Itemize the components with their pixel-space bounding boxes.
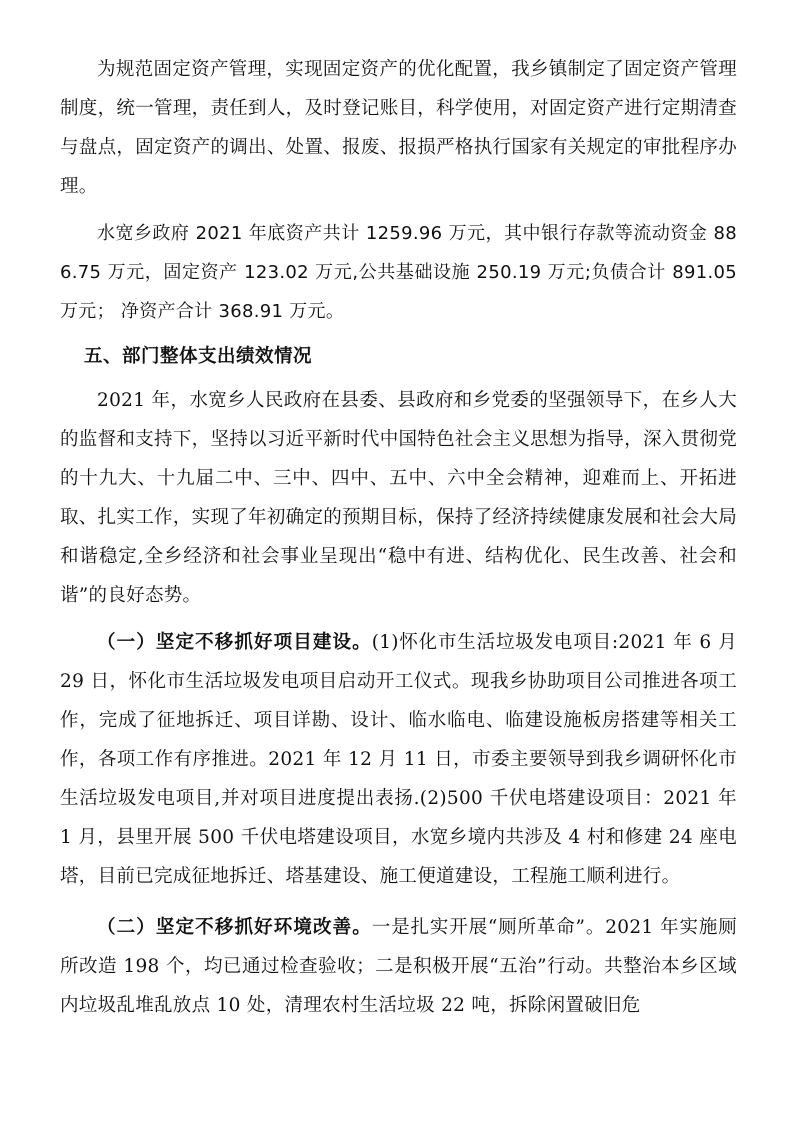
paragraph-environment-body: 一是扎实开展“厕所革命”。2021 年实施厕所改造 198 个，均已通过检查验收；二是积极开展“五治”行动。共整治本乡区域内垃圾乱堆乱放点 10 处，清理农村生活垃圾 22 吨，拆除闲置破旧危 (60, 917, 737, 1016)
section-heading-5: 五、部门整体支出绩效情况 (84, 346, 313, 367)
paragraph-project-construction (60, 623, 737, 896)
paragraph-overview-2021: 2021 年，水宽乡人民政府在县委、县政府和乡党委的坚强领导下，在乡人大的监督和支持下，坚持以习近平新时代中国特色社会主义思想为指导，深入贯彻党的十九大、十九届二中、三中、四中、五中、六中全会精神，迎难而上、开拓进取、扎实工作，实现了年初确定的预期目标，保持了经济持续健康发展和社会大局和谐稳定,全乡经济和社会事业呈现出“稳中有进、结构优化、民生改善、社会和谐”的良好态势。 (60, 390, 737, 606)
paragraph-fixed-assets: 为规范固定资产管理，实现固定资产的优化配置，我乡镇制定了固定资产管理制度，统一管理，责任到人，及时登记账目，科学使用，对固定资产进行定期清查与盘点，固定资产的调出、处置、报废、报损严格执行国家有关规定的审批程序办理。 (60, 59, 737, 197)
subheading-project-construction: （一）坚定不移抓好项目建设。 (97, 632, 372, 653)
paragraph-asset-totals: 水宽乡政府 2021 年底资产共计 1259.96 万元，其中银行存款等流动资金 886.75 万元，固定资产 123.02 万元,公共基础设施 250.19 万元;负债合计 891.05 万元； 净资产合计 368.91 万元。 (60, 223, 737, 322)
paragraph-environment (60, 908, 737, 1025)
subheading-environment: （二）坚定不移抓好环境改善。 (97, 917, 372, 938)
paragraph-project-construction-body: (1)怀化市生活垃圾发电项目:2021 年 6 月 29 日，怀化市生活垃圾发电项目启动开工仪式。现我乡协助项目公司推进各项工作，完成了征地拆迁、项目详勘、设计、临水临电、临建设施板房搭建等相关工作，各项工作有序推进。2021 年 12 月 11 日，市委主要领导到我乡调研怀化市生活垃圾发电项目,并对项目进度提出表扬.(2)500 千伏电塔建设项目：2021 年 1 月，县里开展 500 千伏电塔建设项目，水宽乡境内共涉及 4 村和修建 24 座电塔，目前已完成征地拆迁、塔基建设、施工便道建设，工程施工顺利进行。 (60, 632, 738, 887)
